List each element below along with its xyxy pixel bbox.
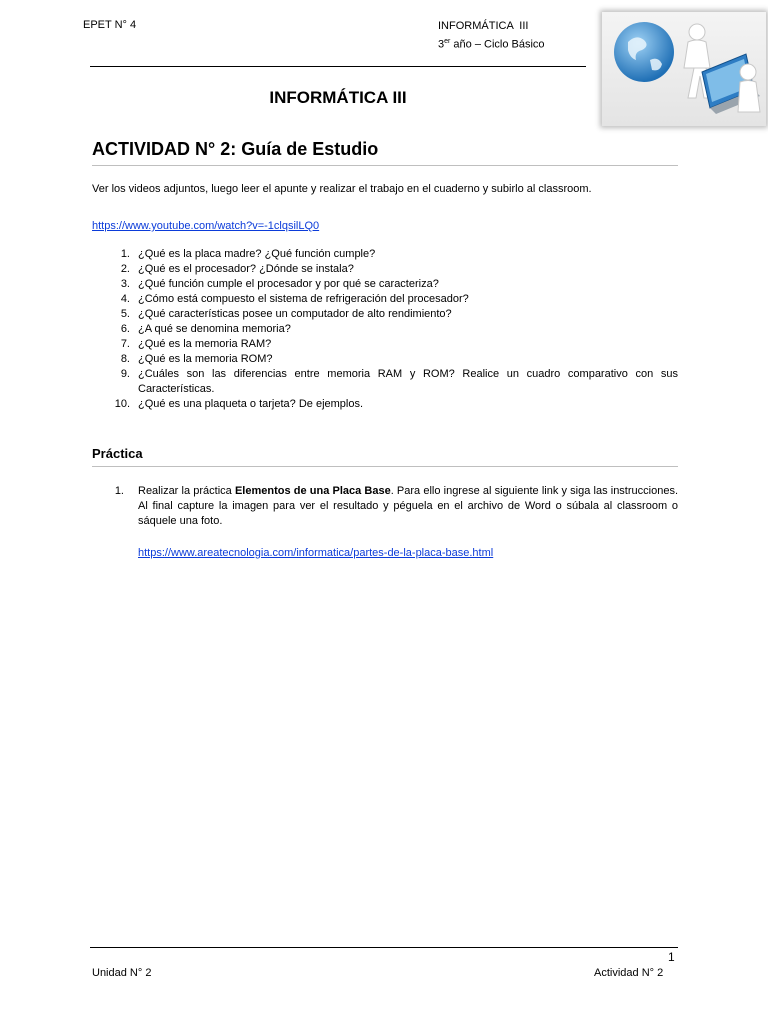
questions-list	[110, 247, 678, 412]
practice-heading-rule	[92, 466, 678, 467]
list-item	[110, 262, 678, 277]
item-number: 7.	[120, 338, 130, 350]
practice-bold-title: Elementos de una Placa Base	[234, 485, 391, 497]
activity-heading-rule	[92, 165, 678, 166]
header-divider	[90, 66, 586, 67]
header-right	[438, 19, 545, 53]
practice-heading: Práctica	[92, 446, 143, 461]
item-number: 3.	[120, 278, 130, 290]
practice-text	[138, 484, 678, 529]
item-number: 5.	[120, 308, 130, 320]
header-grade	[438, 34, 545, 53]
item-text: ¿Qué función cumple el procesador y por qué se caracteriza?	[138, 278, 439, 290]
video-link[interactable]: https://www.youtube.com/watch?v=-1clqsilLQ0	[92, 220, 320, 232]
practice-item	[110, 484, 678, 561]
header-subject: INFORMÁTICA III	[438, 20, 529, 32]
item-text: ¿Qué es la memoria ROM?	[138, 353, 273, 365]
grade-number: 3	[438, 38, 445, 51]
document-title: INFORMÁTICA III	[269, 88, 407, 107]
activity-heading: ACTIVIDAD N° 2: Guía de Estudio	[92, 139, 379, 159]
item-text: ¿A qué se denomina memoria?	[138, 323, 291, 335]
list-item	[110, 247, 678, 262]
item-number: 1.	[120, 248, 130, 260]
practice-number: 1.	[114, 485, 124, 497]
item-number: 4.	[120, 293, 130, 305]
header-illustration	[602, 12, 766, 126]
list-item	[110, 367, 678, 397]
globe-laptop-illustration	[602, 12, 766, 126]
list-item	[110, 277, 678, 292]
header-school: EPET N° 4	[83, 19, 137, 31]
footer-activity: Actividad N° 2	[594, 967, 664, 979]
item-number: 10.	[114, 398, 130, 410]
footer-divider	[90, 947, 678, 948]
item-number: 2.	[120, 263, 130, 275]
practice-link[interactable]: https://www.areatecnologia.com/informatica/partes-de-la-placa-base.html	[138, 547, 494, 559]
item-number: 6.	[120, 323, 130, 335]
grade-rest: año – Ciclo Básico	[450, 38, 545, 51]
item-text: ¿Qué es la placa madre? ¿Qué función cumple?	[138, 248, 376, 260]
item-text: ¿Cómo está compuesto el sistema de refrigeración del procesador?	[138, 293, 469, 305]
item-text: ¿Qué es una plaqueta o tarjeta? De ejemplos.	[138, 398, 364, 410]
list-item	[110, 352, 678, 367]
page-number: 1	[668, 950, 675, 964]
footer-unit: Unidad N° 2	[92, 967, 152, 979]
grade-superscript: er	[444, 38, 451, 45]
list-item	[110, 337, 678, 352]
list-item	[110, 292, 678, 307]
globe-icon	[614, 22, 674, 82]
item-number: 8.	[120, 353, 130, 365]
practice-text-before: Realizar la práctica	[138, 485, 235, 497]
video-link-container	[92, 216, 319, 234]
practice-text-after: . Para ello ingrese al siguiente link y siga las instrucciones. Al final capture la imagen para ver el resultado y péguela en el archivo de Word o súbala al classroom o sáquele una foto.	[138, 485, 678, 527]
item-number: 9.	[120, 368, 130, 380]
list-item	[110, 307, 678, 322]
item-text: ¿Qué características posee un computador de alto rendimiento?	[138, 308, 452, 320]
item-text: ¿Cuáles son las diferencias entre memoria RAM y ROM? Realice un cuadro comparativo con sus Características.	[138, 368, 678, 395]
list-item	[110, 397, 678, 412]
item-text: ¿Qué es la memoria RAM?	[138, 338, 272, 350]
practice-link-container	[138, 546, 678, 561]
intro-text: Ver los videos adjuntos, luego leer el apunte y realizar el trabajo en el cuaderno y subirlo al classroom.	[92, 183, 592, 195]
list-item	[110, 322, 678, 337]
item-text: ¿Qué es el procesador? ¿Dónde se instala?	[138, 263, 354, 275]
